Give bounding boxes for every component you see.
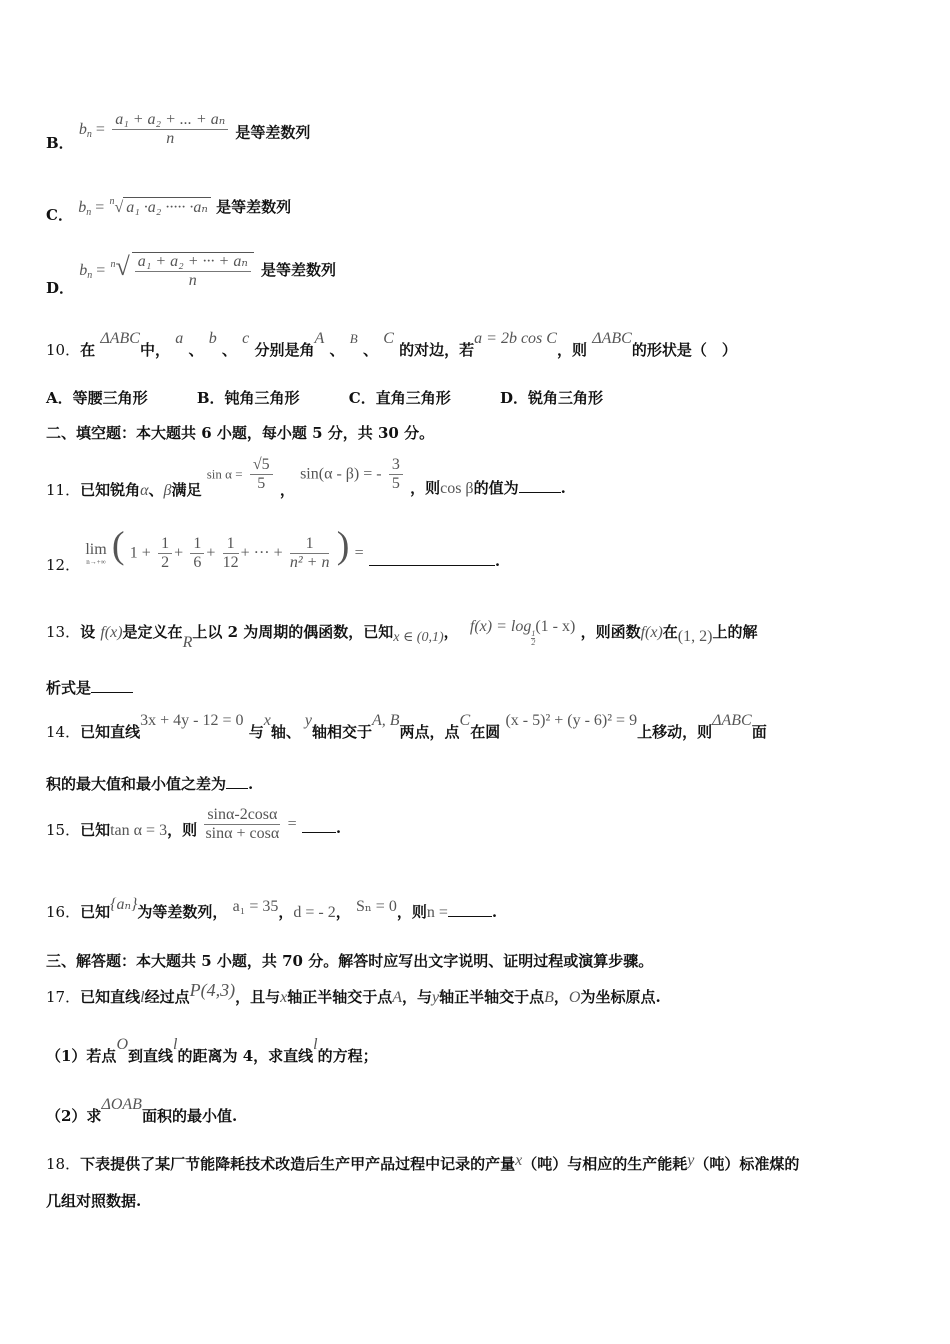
nth-root: $^n$√ a₁ ·a₂ ····· ·aₙ — [109, 199, 210, 216]
denominator: n — [188, 272, 197, 289]
numerator: a₁ + a₂ + ... + aₙ — [112, 111, 228, 130]
limit: lim n→+∞ — [85, 540, 107, 566]
answer-blank[interactable] — [448, 902, 492, 917]
fraction: $\frac{√5}{5}$ — [250, 456, 273, 493]
choice-b: B．钝角三角形 — [196, 389, 300, 407]
radicand-fraction — [132, 252, 254, 290]
option-d — [46, 248, 904, 297]
denominator: n — [166, 130, 175, 147]
triangle-label: ΔABC — [100, 330, 140, 347]
question-13-line-2: 析式是 — [46, 678, 904, 698]
question-18-line-2: 几组对照数据. — [46, 1192, 142, 1210]
question-number: 18． — [46, 1155, 81, 1173]
choice-a: A．等腰三角形 — [46, 389, 148, 407]
choice-c: C．直角三角形 — [348, 389, 451, 407]
question-18: 18．下表提供了某厂节能降耗技术改造后生产甲产品过程中记录的产量x（吨）与相应的生产能耗y（吨）标准煤的 — [46, 1152, 800, 1173]
formula-lhs: $b_n$ = — [78, 199, 105, 218]
sin-difference: sin(α - β) = - — [300, 465, 382, 483]
answer-blank[interactable] — [519, 478, 561, 493]
option-text: 是等差数列 — [235, 123, 311, 142]
question-11: 11．已知锐角α、β满足 sin α = $\frac{√5}{5}$ ， sin(α - β) = - $\frac{3}{5}$ ，则cos β的值为 . — [46, 456, 566, 499]
question-number: 10． — [46, 341, 81, 359]
line-equation: 3x + 4y - 12 = 0 — [140, 712, 244, 729]
formula-lhs: $b_n$ = — [79, 261, 106, 281]
question-number: 13． — [46, 623, 81, 641]
option-b — [46, 111, 904, 152]
option-text: 是等差数列 — [261, 260, 337, 279]
question-number: 14． — [46, 723, 81, 741]
log-definition: f(x) = log $\frac{1}{2}$ (1 - x) — [469, 618, 576, 647]
option-text: 是等差数列 — [216, 198, 292, 216]
section-2-heading: 二、填空题：本大题共 6 小题，每小题 5 分，共 30 分。 — [46, 424, 435, 442]
choice-d: D．锐角三角形 — [499, 389, 603, 407]
question-10-choices — [46, 388, 904, 408]
question-15: 15．已知tan α = 3，则 $\frac{\sin\alpha-2\cos\alpha}{\sin\alpha + \cos\alpha}$ = . — [46, 806, 342, 842]
answer-blank[interactable] — [226, 774, 248, 789]
radicand: a₁ ·a₂ ····· ·aₙ — [123, 197, 211, 218]
question-12: 12． lim n→+∞ ( 1 + $\frac{1}{2}$ + $\frac{1}{6}$ + $\frac{1}{12}$ + ··· + $\frac{1}{\text{n² + n}}$ ) = . — [46, 524, 501, 574]
fraction: $\frac{3}{5}$ — [389, 456, 403, 493]
answer-blank[interactable] — [91, 678, 133, 693]
nth-root: $^n$√ $\frac{\text{a₁ + a₂ + ··· + aₙ}}{n}$ — [111, 262, 256, 279]
question-17: 17．已知直线l经过点P(4,3)，且与x轴正半轴交于点A，与y轴正半轴交于点B，O为坐标原点. — [46, 980, 661, 1006]
numerator: a₁ + a₂ + ··· + aₙ — [135, 253, 251, 272]
question-10: 10．在 ΔABC中， a 、 b 、 c 分别是角A 、 B 、 C 的对边，若a = 2b cos C，则 ΔABC的形状是（ ） — [46, 330, 737, 359]
question-14: 14．已知直线3x + 4y - 12 = 0 与x轴、y轴相交于A, B两点，点C在圆 (x - 5)² + (y - 6)² = 9上移动，则ΔABC面 — [46, 712, 767, 741]
question-14-line-2: 积的最大值和最小值之差为 . — [46, 775, 254, 793]
question-number: 16． — [46, 903, 81, 921]
circle-equation: (x - 5)² + (y - 6)² = 9 — [505, 712, 638, 729]
answer-blank[interactable] — [302, 818, 336, 833]
option-letter: B． — [46, 133, 74, 152]
option-letter: D． — [46, 278, 75, 297]
option-c — [46, 192, 904, 223]
question-17-part-1: （1）若点O到直线l的距离为 4，求直线l的方程； — [46, 1036, 378, 1065]
condition-formula: a = 2b cos C — [474, 330, 557, 347]
question-number: 11． — [46, 480, 81, 499]
fraction — [112, 111, 228, 148]
answer-blank[interactable] — [369, 551, 495, 566]
question-13: 13．设 f(x)是定义在R上以 2 为周期的偶函数，已知x ∈ (0,1)， f(x) = log $\frac{1}{2}$ (1 - x) ，则函数f(x)在(1, 2)上的解 — [46, 618, 758, 651]
question-number: 12． — [46, 555, 81, 574]
question-16: 16．已知{aₙ}为等差数列， a₁ = 35，d = - 2， Sₙ = 0，则n = . — [46, 896, 498, 921]
section-3-heading: 三、解答题：本大题共 5 小题，共 70 分。解答时应写出文字说明、证明过程或演算步骤。 — [46, 952, 654, 970]
option-letter: C． — [46, 206, 73, 224]
question-17-part-2: （2）求ΔOAB面积的最小值. — [46, 1096, 238, 1125]
question-number: 15． — [46, 820, 81, 839]
question-number: 17． — [46, 988, 81, 1006]
formula-lhs: $b_n$ = — [78, 120, 105, 140]
fraction: $\frac{\sin\alpha-2\cos\alpha}{\sin\alpha + \cos\alpha}$ — [205, 806, 280, 842]
